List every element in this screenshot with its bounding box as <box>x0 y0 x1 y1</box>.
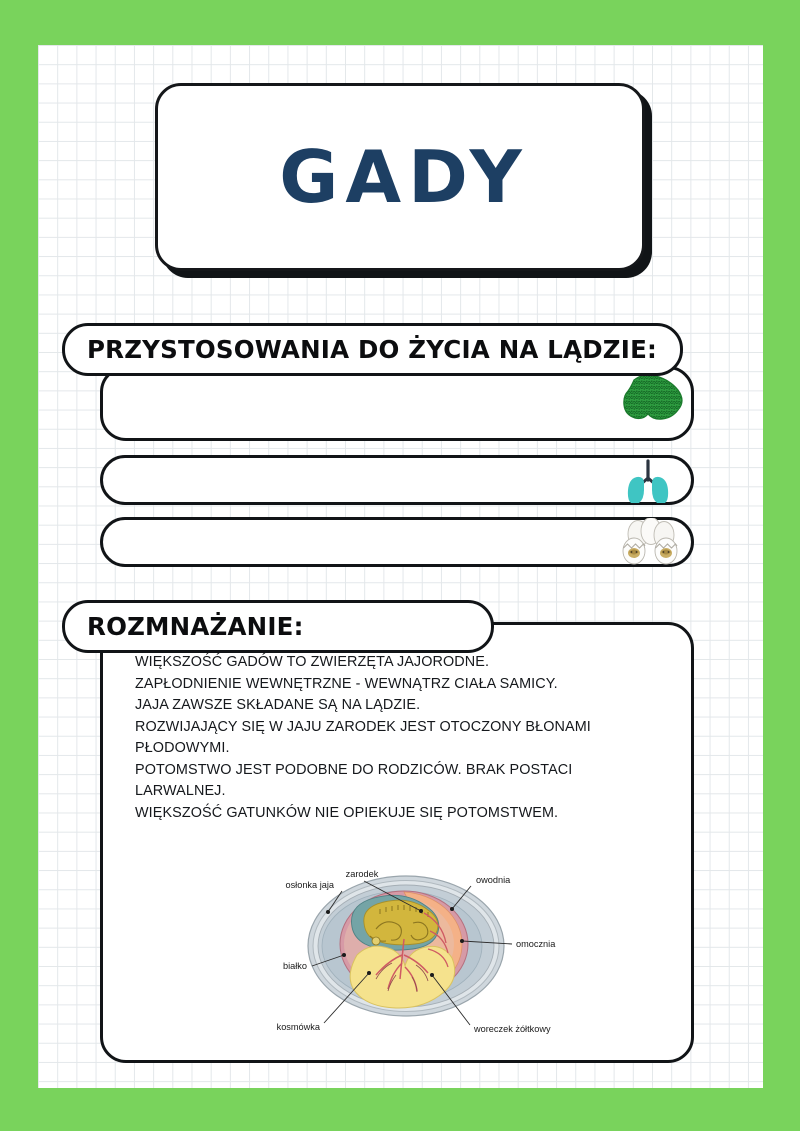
adaptation-item-3 <box>100 517 694 567</box>
section-header-reproduction-label: ROZMNAŻANIE: <box>87 612 304 641</box>
egg-label-allantois: omocznia <box>516 939 556 949</box>
reproduction-line: WIĘKSZOŚĆ GADÓW TO ZWIERZĘTA JAJORODNE. <box>135 654 490 670</box>
egg-label-albumen: białko <box>282 961 307 971</box>
page-title: GADY <box>279 135 529 219</box>
reproduction-text-block <box>135 652 655 824</box>
section-header-reproduction <box>62 600 494 653</box>
adaptation-item-1 <box>100 366 694 441</box>
egg-label-yolk-sac: woreczek żółtkowy <box>474 1024 551 1034</box>
egg-label-chorion: kosmówka <box>276 1022 320 1032</box>
reptile-scales-icon <box>618 370 688 432</box>
section-header-adaptations-label: PRZYSTOSOWANIA DO ŻYCIA NA LĄDZIE: <box>87 335 658 364</box>
reproduction-line: PŁODOWYMI. <box>135 740 230 756</box>
egg-label-amnion: owodnia <box>476 875 511 885</box>
egg-label-shell: osłonka jaja <box>285 880 334 890</box>
lungs-icon <box>622 458 674 503</box>
amniotic-egg-diagram <box>224 843 584 1043</box>
section-header-adaptations <box>62 323 683 376</box>
reproduction-line: ZAPŁODNIENIE WEWNĘTRZNE - WEWNĄTRZ CIAŁA SAMICY. <box>135 675 558 692</box>
hatching-eggs-icon <box>618 518 684 566</box>
reproduction-line: LARWALNEJ. <box>135 783 226 799</box>
reproduction-line: WIĘKSZOŚĆ GATUNKÓW NIE OPIEKUJE SIĘ POTOMSTWEM. <box>135 804 559 821</box>
title-card <box>155 83 645 271</box>
egg-label-embryo: zarodek <box>345 869 379 879</box>
reproduction-line: JAJA ZAWSZE SKŁADANE SĄ NA LĄDZIE. <box>135 697 421 713</box>
reproduction-line: POTOMSTWO JEST PODOBNE DO RODZICÓW. BRAK POSTACI <box>135 761 573 778</box>
reproduction-line: ROZWIJAJĄCY SIĘ W JAJU ZARODEK JEST OTOCZONY BŁONAMI <box>135 718 591 735</box>
adaptation-item-2 <box>100 455 694 505</box>
